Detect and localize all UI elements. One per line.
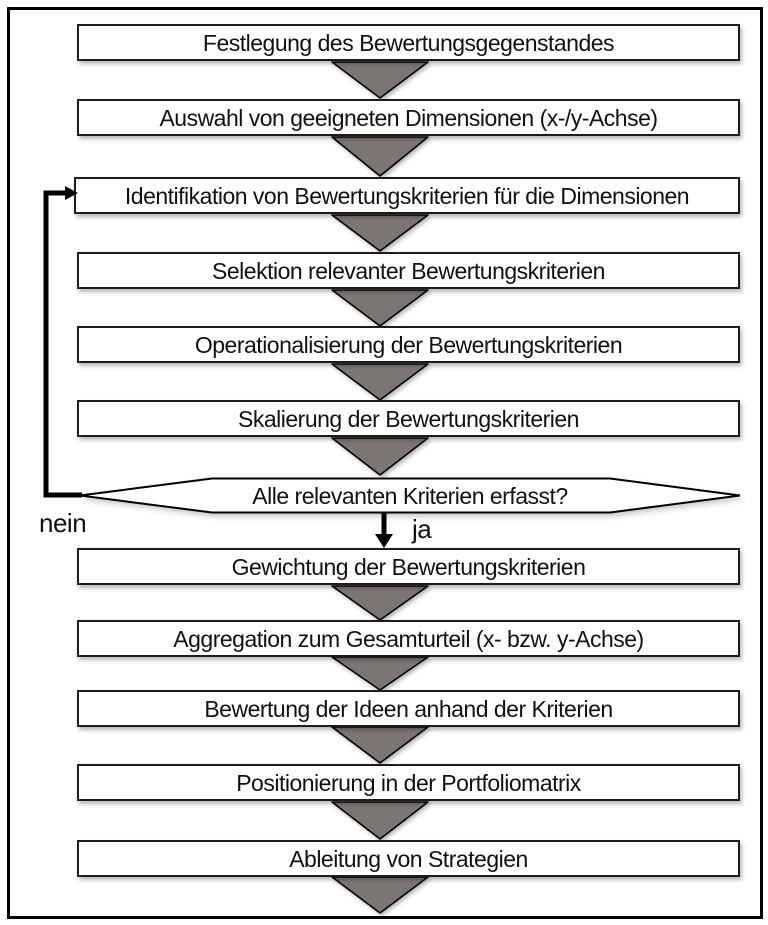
step-identifikation-kriterien [74, 177, 740, 214]
flow-arrow-down-icon [331, 726, 429, 764]
flow-arrow-down-icon [331, 656, 429, 691]
step-positionierung [77, 764, 740, 801]
branch-label-nein: nein [39, 508, 87, 538]
branch-label-ja: ja [412, 514, 432, 544]
step-label: Identifikation von Bewertungskriterien für die Dimensionen [124, 182, 690, 209]
flow-arrow-down-icon [331, 801, 429, 840]
step-bewertung-ideen [77, 690, 740, 727]
step-gewichtung [77, 548, 740, 585]
step-ableitung-strategien [77, 840, 740, 877]
flow-arrow-down-icon [331, 61, 429, 99]
step-label: Ableitung von Strategien [289, 845, 528, 872]
step-label: Auswahl von geeigneten Dimensionen (x-/y-Achse) [159, 104, 658, 131]
step-skalierung [77, 400, 740, 437]
flow-arrow-down-icon [331, 876, 429, 914]
decision-kriterien-erfasst [78, 476, 742, 515]
decision-question: Alle relevanten Kriterien erfasst? [252, 482, 568, 509]
step-label: Aggregation zum Gesamturteil (x- bzw. y-Achse) [173, 625, 644, 652]
step-label: Bewertung der Ideen anhand der Kriterien [204, 695, 613, 722]
step-auswahl-dimensionen [77, 99, 740, 136]
step-label: Gewichtung der Bewertungskriterien [231, 553, 586, 580]
flow-arrow-down-icon [331, 136, 429, 177]
flow-arrow-down-icon [331, 214, 429, 252]
flow-arrow-down-icon [331, 363, 429, 401]
step-label: Operationalisierung der Bewertungskriterien [194, 331, 623, 358]
step-label: Festlegung des Bewertungsgegenstandes [202, 29, 615, 56]
flow-arrow-down-icon [331, 289, 429, 327]
step-operationalisierung [77, 326, 740, 363]
yes-arrow-down [371, 513, 397, 550]
step-label: Positionierung in der Portfoliomatrix [236, 769, 581, 796]
step-festlegung [77, 24, 740, 61]
flow-arrow-down-icon [331, 437, 429, 476]
step-label: Skalierung der Bewertungskriterien [238, 405, 579, 432]
flow-arrow-down-icon [331, 585, 429, 621]
step-selektion-kriterien [77, 252, 740, 289]
step-aggregation [77, 620, 740, 657]
feedback-loop-arrow [40, 184, 86, 500]
step-label: Selektion relevanter Bewertungskriterien [212, 257, 605, 284]
